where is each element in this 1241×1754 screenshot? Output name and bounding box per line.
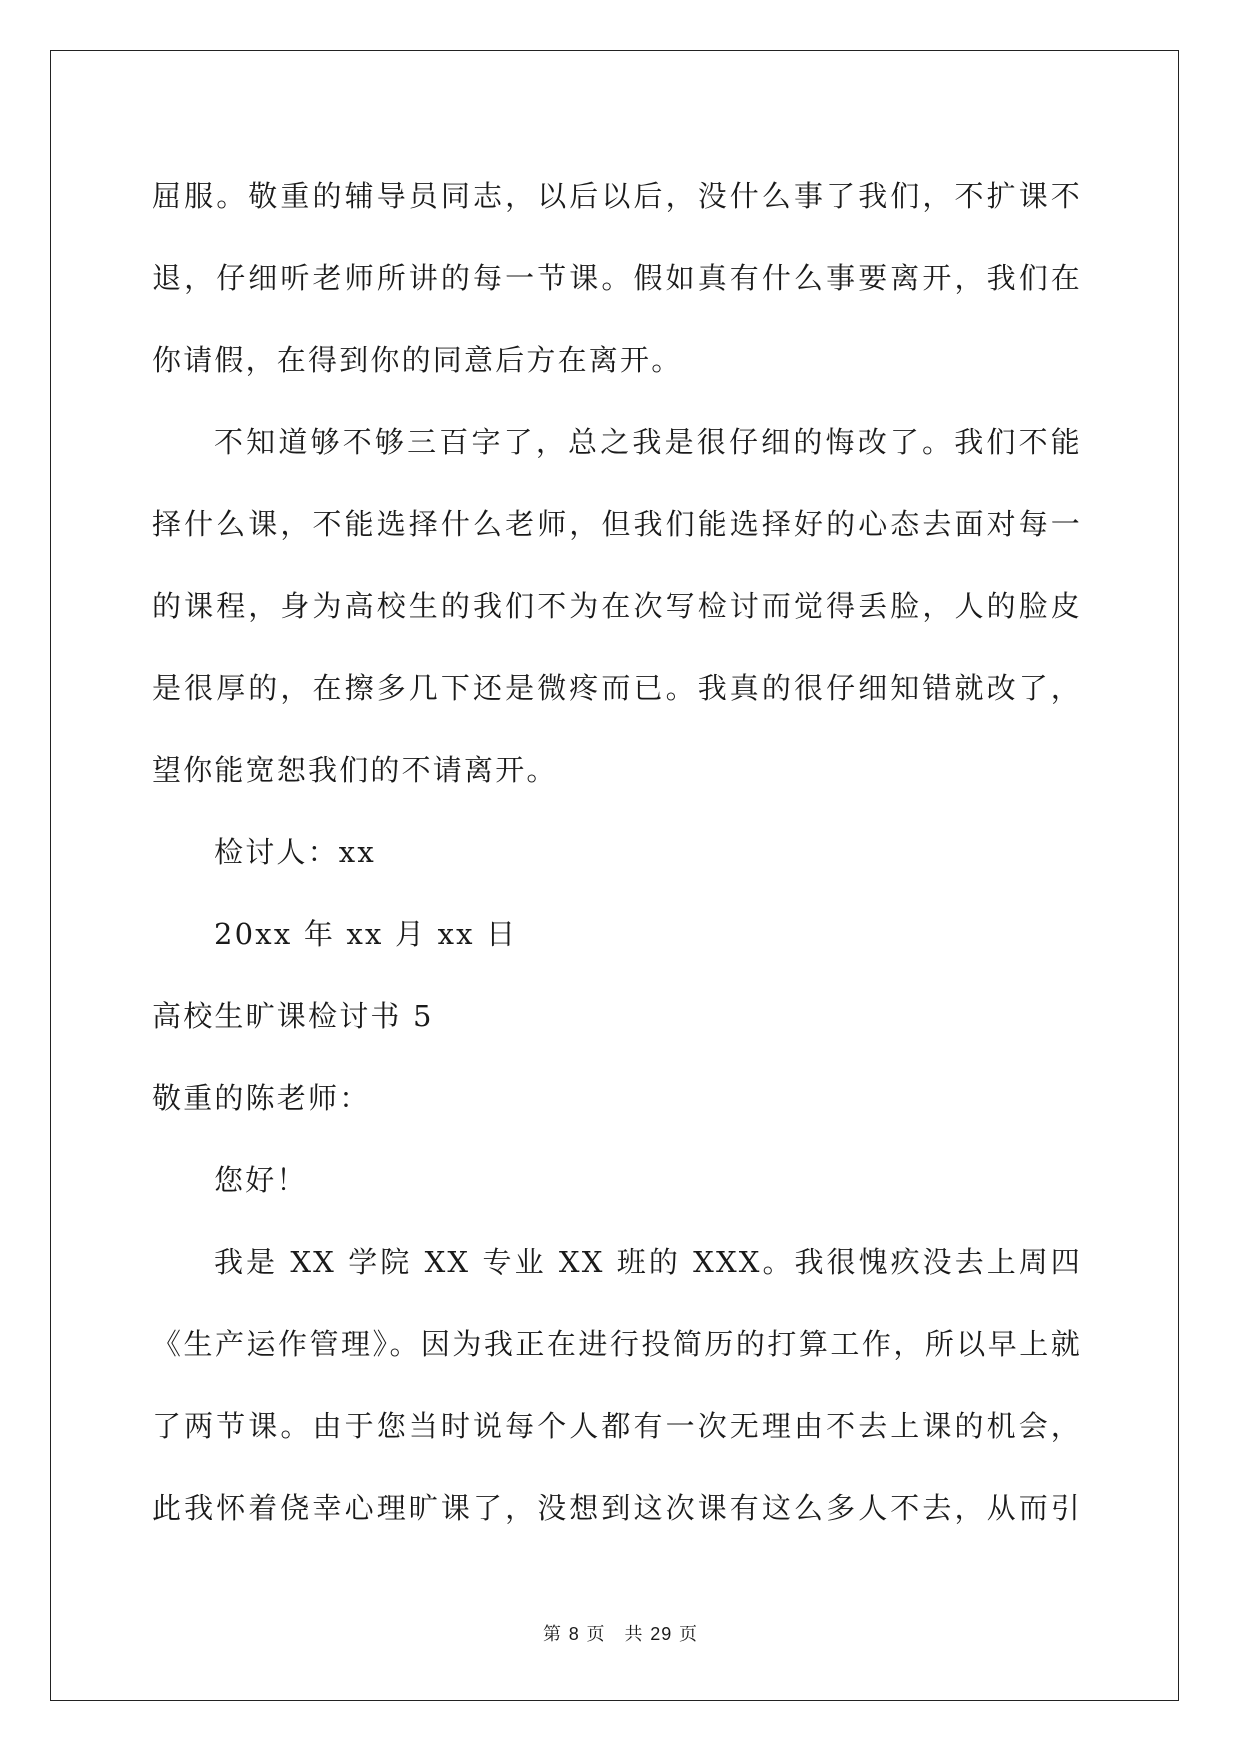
- paragraph-line: 此我怀着侥幸心理旷课了，没想到这次课有这么多人不去，从而引: [152, 1491, 1082, 1525]
- paragraph-line: 退，仔细听老师所讲的每一节课。假如真有什么事要离开，我们在: [152, 261, 1082, 295]
- paragraph-line: 我是 XX 学院 XX 专业 XX 班的 XXX。我很愧疚没去上周四: [214, 1245, 1082, 1279]
- paragraph-line: 择什么课，不能选择什么老师，但我们能选择好的心态去面对每一: [152, 507, 1082, 541]
- page-current: 8: [568, 1624, 580, 1644]
- paragraph-line: 的课程，身为高校生的我们不为在次写检讨而觉得丢脸，人的脸皮: [152, 589, 1082, 623]
- paragraph-line: 望你能宽恕我们的不请离开。: [152, 753, 558, 787]
- date-line: 20xx 年 xx 月 xx 日: [214, 917, 518, 951]
- paragraph-line: 是很厚的，在擦多几下还是微疼而已。我真的很仔细知错就改了，: [152, 671, 1082, 705]
- signature-line: 检讨人：xx: [214, 835, 376, 869]
- page-total: 29: [650, 1624, 673, 1644]
- paragraph-line: 你请假，在得到你的同意后方在离开。: [152, 343, 683, 377]
- paragraph-line: 屈服。敬重的辅导员同志，以后以后，没什么事了我们，不扩课不: [152, 179, 1082, 213]
- page-footer: [0, 1620, 1241, 1646]
- salutation: 敬重的陈老师：: [152, 1081, 371, 1115]
- document-body: [152, 155, 1082, 1549]
- page-prefix: 第: [543, 1624, 562, 1645]
- paragraph-line: 了两节课。由于您当时说每个人都有一次无理由不去上课的机会，: [152, 1409, 1082, 1443]
- section-title: 高校生旷课检讨书 5: [152, 999, 434, 1033]
- paragraph-line: 不知道够不够三百字了，总之我是很仔细的悔改了。我们不能: [214, 425, 1082, 459]
- paragraph-line: 《生产运作管理》。因为我正在进行投简历的打算工作，所以早上就: [152, 1327, 1082, 1361]
- page-suffix: 页: [678, 1624, 698, 1645]
- greeting: 您好！: [214, 1163, 308, 1197]
- page-mid: 页 共: [586, 1624, 644, 1645]
